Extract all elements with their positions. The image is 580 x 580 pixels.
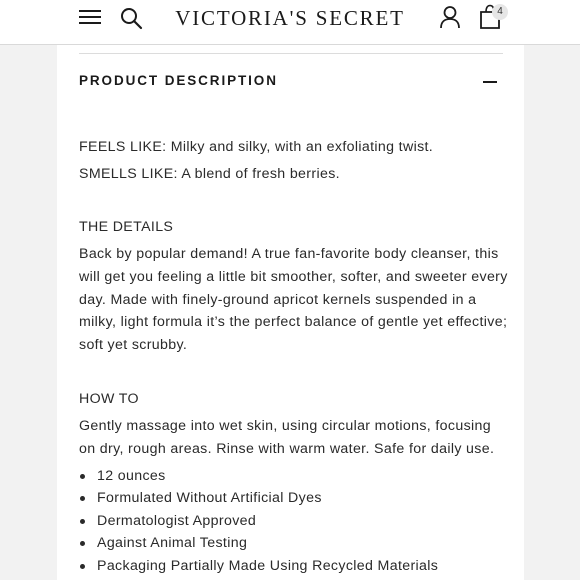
details-heading: THE DETAILS bbox=[79, 219, 174, 235]
account-icon[interactable] bbox=[439, 5, 461, 29]
product-description-toggle[interactable] bbox=[79, 70, 503, 94]
section-divider bbox=[79, 53, 503, 54]
howto-text: Gently massage into wet skin, using circular motions, focusing on dry, rough areas. Rinse with warm water. Safe for daily use. bbox=[79, 417, 495, 457]
site-header bbox=[0, 0, 580, 45]
minus-icon[interactable] bbox=[483, 81, 497, 83]
feature-list bbox=[79, 465, 509, 578]
description-content bbox=[79, 134, 509, 578]
smells-like-text: SMELLS LIKE: A blend of fresh berries. bbox=[79, 166, 340, 182]
menu-icon[interactable] bbox=[78, 7, 102, 27]
howto-heading: HOW TO bbox=[79, 390, 139, 407]
details-text: Back by popular demand! A true fan-favorite body cleanser, this will get you feeling a little bit smoother, softer, and sweeter every day. Made with finely-ground apricot kernels suspended in a milky, light formula it’s the perfect balance of gentle yet effective; soft yet scrubby. bbox=[79, 246, 508, 354]
list-item: 12 ounces bbox=[79, 465, 509, 488]
search-icon[interactable] bbox=[119, 6, 143, 30]
section-title: PRODUCT DESCRIPTION bbox=[79, 73, 278, 88]
brand-logo[interactable]: VICTORIA'S SECRET bbox=[175, 6, 405, 30]
list-item: Against Animal Testing bbox=[79, 532, 509, 555]
bag-count-badge: 4 bbox=[492, 4, 508, 20]
feels-like-text: FEELS LIKE: Milky and silky, with an exfoliating twist. bbox=[79, 139, 434, 155]
list-item: Packaging Partially Made Using Recycled Materials bbox=[79, 555, 509, 578]
list-item: Dermatologist Approved bbox=[79, 510, 509, 533]
list-item: Formulated Without Artificial Dyes bbox=[79, 487, 509, 510]
